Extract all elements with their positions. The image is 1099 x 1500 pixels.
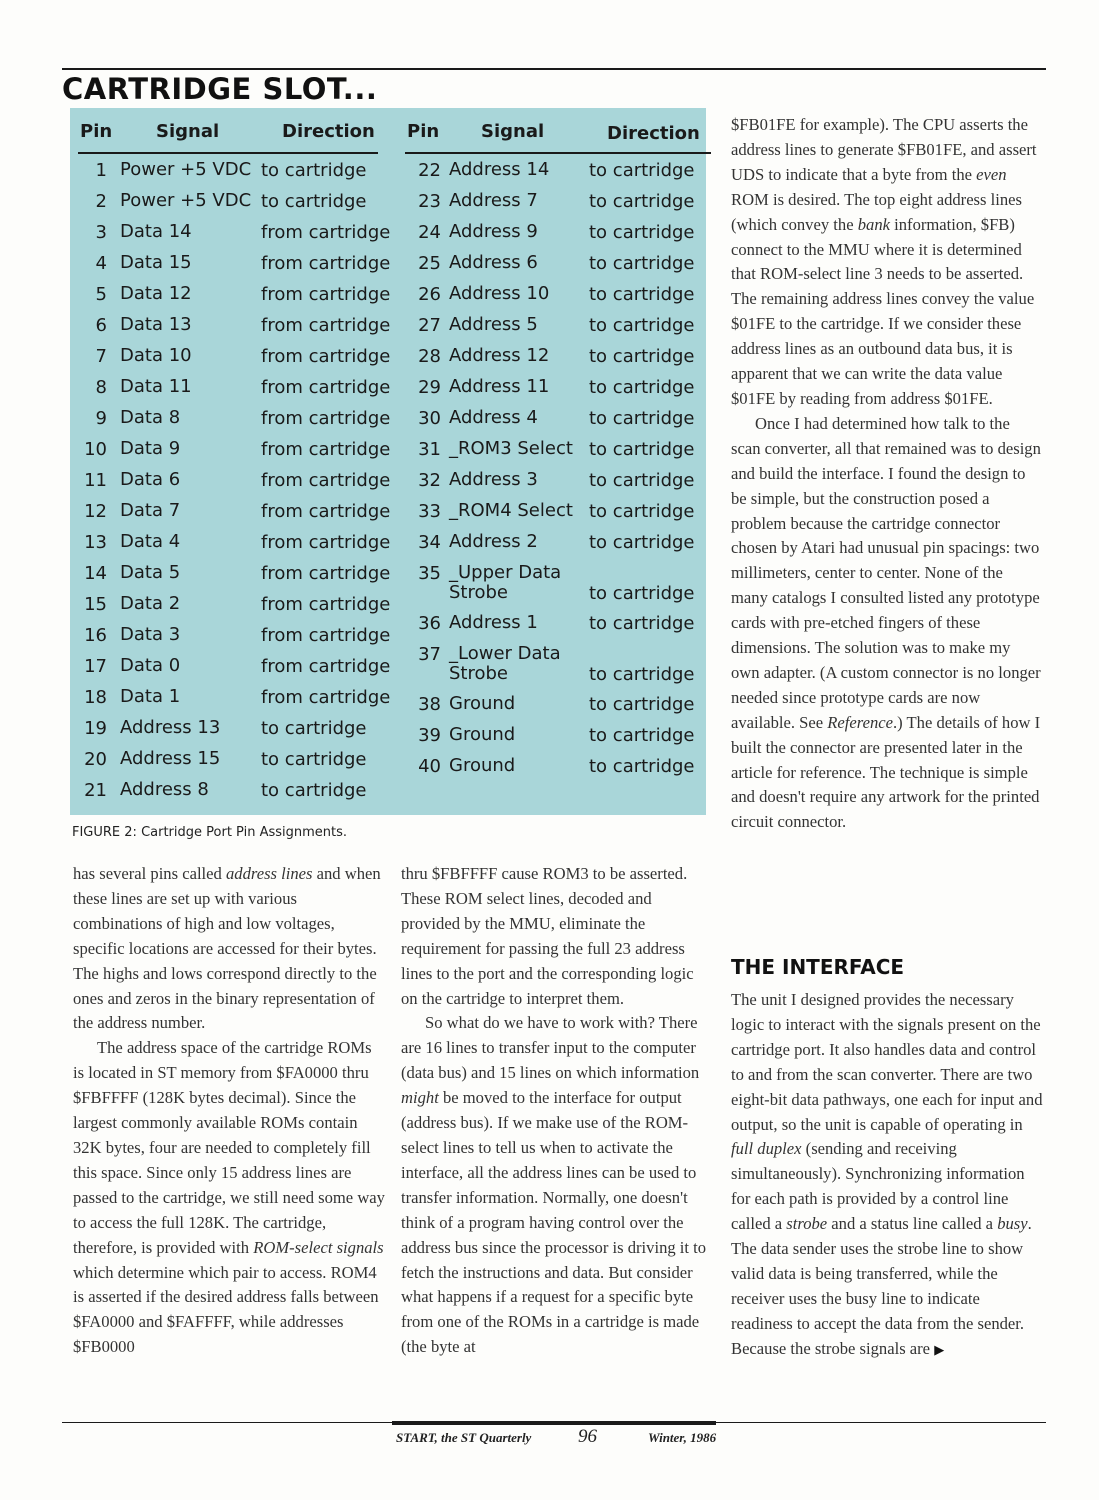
signal-name: Address 1 (449, 612, 538, 633)
table-row (78, 314, 391, 346)
signal-direction: to cartridge (589, 532, 695, 553)
paragraph-text: The unit I designed provides the necessary logic to interact with the signals present on the cartridge port. It also handles data and control to and from the scan converter. There are two eight-bit data pathways, one each for input and output, so the unit is capable of operating in full duplex (sending and receiving simultaneously). Synchronizing information for each path is provided by a control line called a strobe and a status line called a busy. The data sender uses the strobe line to show valid data is being transferred, while the receiver uses the busy line to indicate readiness to accept the data from the sender. Because the strobe signals are (731, 990, 1043, 1358)
signal-direction: to cartridge (589, 315, 695, 336)
signal-direction: to cartridge (261, 749, 367, 770)
signal-name: Data 4 (120, 531, 181, 552)
table-row (405, 222, 705, 253)
signal-direction: to cartridge (589, 613, 695, 634)
pin-number: 7 (95, 346, 107, 367)
pin-number: 37 (418, 644, 441, 665)
signal-name: Address 10 (449, 283, 550, 304)
table-row (405, 470, 705, 501)
signal-name: Ground (449, 755, 516, 776)
pin-number: 18 (84, 687, 107, 708)
signal-direction: to cartridge (589, 694, 695, 715)
pin-number: 30 (418, 408, 441, 429)
signal-direction: to cartridge (261, 191, 367, 212)
table-row (405, 284, 705, 315)
table-row (405, 563, 705, 613)
table-row (78, 624, 391, 656)
header-signal: Signal (481, 121, 545, 142)
signal-direction: from cartridge (261, 315, 391, 336)
signal-name: Data 8 (120, 407, 181, 428)
table-row (78, 160, 378, 191)
table-header (405, 108, 711, 154)
signal-direction: to cartridge (589, 664, 695, 685)
signal-name: Data 2 (120, 593, 181, 614)
signal-direction: to cartridge (589, 439, 695, 460)
signal-direction: from cartridge (261, 470, 391, 491)
signal-direction: from cartridge (261, 253, 391, 274)
signal-name: _ROM4 Select (449, 500, 573, 521)
paragraph: So what do we have to work with? There are 16 lines to transfer input to the computer (data bus) and 15 lines on which information might be moved to the interface for output (address bus). If we make use of the ROM-select lines to tell us when to activate the interface, all the address lines can be used to transfer information. Normally, one doesn't think of a program having control over the address bus since the processor is driving it to fetch the instructions and data. But consider what happens if a request for a specific byte from one of the ROMs in a cartridge is made (the byte at (401, 1013, 707, 1357)
pin-number: 12 (84, 501, 107, 522)
header-direction: Direction (607, 123, 700, 144)
table-row (405, 346, 705, 377)
table-row (78, 252, 391, 284)
signal-name: Address 4 (449, 407, 538, 428)
pin-number: 31 (418, 439, 441, 460)
right-triangle-arrow-icon: ▶ (934, 1341, 945, 1357)
signal-direction: from cartridge (261, 625, 391, 646)
signal-direction: to cartridge (589, 222, 695, 243)
table-row (78, 655, 391, 687)
pin-number: 14 (84, 563, 107, 584)
pin-number: 19 (84, 718, 107, 739)
signal-name: Address 11 (449, 376, 550, 397)
pin-number: 25 (418, 253, 441, 274)
signal-direction: to cartridge (589, 756, 695, 777)
pin-number: 13 (84, 532, 107, 553)
signal-name: Data 14 (120, 221, 192, 242)
signal-name: Address 12 (449, 345, 550, 366)
signal-direction: to cartridge (589, 583, 695, 604)
signal-name: Data 5 (120, 562, 181, 583)
signal-name: Address 6 (449, 252, 538, 273)
signal-direction: from cartridge (261, 563, 391, 584)
table-row (78, 376, 391, 408)
header-pin: Pin (407, 121, 440, 142)
table-row (405, 501, 705, 532)
pin-number: 9 (95, 408, 107, 429)
table-row (78, 749, 378, 780)
paragraph: thru $FBFFFF cause ROM3 to be asserted. These ROM select lines, decoded and provided by the MMU, eliminate the requirement for passing the full 23 address lines to the port and the corresponding logic on the cartridge to interpret them. (401, 864, 694, 1008)
signal-direction: to cartridge (589, 191, 695, 212)
table-row (405, 253, 705, 284)
signal-name: Address 2 (449, 531, 538, 552)
pin-number: 23 (418, 191, 441, 212)
body-column-3-continued (731, 988, 1043, 1363)
table-row (405, 725, 705, 756)
pin-number: 24 (418, 222, 441, 243)
pin-number: 34 (418, 532, 441, 553)
paragraph: Once I had determined how talk to the scan converter, all that remained was to design and build the interface. I found the design to be simple, but the construction posed a problem because the cartridge connector chosen by Atari had unusual pin spacings: two millimeters, center to center. None of the many catalogs I consulted listed any prototype cards with pre-etched fingers of these dimensions. The solution was to make my own adapter. (A custom connector is no longer needed since prototype cards are now available. See Reference.) The details of how I built the connector are presented later in the article for reference. The technique is simple and doesn't require any artwork for the printed circuit connector. (731, 413, 1041, 832)
signal-name: Power +5 VDC (120, 159, 252, 180)
pin-number: 29 (418, 377, 441, 398)
footer-issue-date: Winter, 1986 (648, 1430, 717, 1445)
table-row (78, 531, 391, 563)
signal-name: Address 13 (120, 717, 221, 738)
table-row (405, 694, 705, 725)
pin-assignment-table (70, 108, 706, 815)
signal-direction: to cartridge (261, 718, 367, 739)
subhead-the-interface: THE INTERFACE (731, 955, 905, 979)
signal-direction: from cartridge (261, 687, 391, 708)
table-row (78, 469, 391, 501)
table-row (78, 686, 391, 718)
pin-number: 27 (418, 315, 441, 336)
signal-direction: to cartridge (589, 408, 695, 429)
signal-direction: from cartridge (261, 222, 391, 243)
header-pin: Pin (80, 121, 113, 142)
footer-page-number: 96 (578, 1426, 597, 1447)
table-row (78, 562, 391, 594)
pin-number: 28 (418, 346, 441, 367)
table-row (405, 439, 705, 470)
table-row (78, 191, 378, 222)
signal-direction: to cartridge (589, 470, 695, 491)
table-row (78, 780, 378, 811)
header-signal: Signal (156, 121, 220, 142)
table-row (78, 438, 391, 470)
signal-direction: from cartridge (261, 377, 391, 398)
pin-number: 5 (95, 284, 107, 305)
table-row (405, 756, 705, 787)
paragraph: The address space of the cartridge ROMs is located in ST memory from $FA0000 thru $FBFFFF (128K bytes decimal). Since the largest commonly available ROMs contain 32K bytes, four are needed to completely fill this space. Since only 15 address lines are passed to the cartridge, we still need some way to access the full 128K. The cartridge, therefore, is provided with ROM-select signals which determine which pair to access. ROM4 is asserted if the desired address falls between $FA0000 and $FAFFFF, while addresses $FB0000 (73, 1038, 385, 1357)
signal-direction: from cartridge (261, 439, 391, 460)
table-row (405, 613, 705, 644)
signal-name: _ROM3 Select (449, 438, 573, 459)
signal-direction: to cartridge (589, 725, 695, 746)
signal-direction: to cartridge (589, 501, 695, 522)
pin-number: 2 (95, 191, 107, 212)
header-direction: Direction (282, 121, 375, 142)
signal-name: Data 10 (120, 345, 192, 366)
pin-number: 11 (84, 470, 107, 491)
signal-name: Data 9 (120, 438, 181, 459)
signal-direction: to cartridge (589, 160, 695, 181)
table-row (78, 718, 378, 749)
table-header (78, 108, 378, 154)
signal-direction: to cartridge (261, 160, 367, 181)
pin-number: 8 (95, 377, 107, 398)
pin-number: 33 (418, 501, 441, 522)
pin-number: 20 (84, 749, 107, 770)
table-row (78, 407, 391, 439)
pin-number: 17 (84, 656, 107, 677)
table-row (405, 191, 705, 222)
paragraph: has several pins called address lines and when these lines are set up with various combinations of high and low voltages, specific locations are accessed for their bytes. The highs and lows correspond directly to the ones and zeros in the binary representation of the address number. (73, 864, 381, 1033)
top-rule (62, 68, 1046, 70)
pin-number: 38 (418, 694, 441, 715)
signal-name: Data 13 (120, 314, 192, 335)
signal-name: Address 8 (120, 779, 209, 800)
signal-name: Ground (449, 693, 516, 714)
signal-name: Data 1 (120, 686, 181, 707)
signal-direction: from cartridge (261, 501, 391, 522)
pin-number: 15 (84, 594, 107, 615)
pin-number: 21 (84, 780, 107, 801)
pin-number: 3 (95, 222, 107, 243)
table-row (78, 593, 391, 625)
signal-name: Data 0 (120, 655, 181, 676)
signal-name: _Lower Data Strobe (449, 643, 561, 684)
signal-direction: from cartridge (261, 594, 391, 615)
pin-number: 1 (95, 160, 107, 181)
signal-name: _Upper Data Strobe (449, 562, 562, 603)
signal-direction: from cartridge (261, 284, 391, 305)
signal-direction: from cartridge (261, 408, 391, 429)
paragraph: $FB01FE for example). The CPU asserts the address lines to generate $FB01FE, and assert UDS to indicate that a byte from the even ROM is desired. The top eight address lines (which convey the bank information, $FB) connect to the MMU where it is determined that ROM-select line 3 needs to be asserted. The remaining address lines convey the value $01FE to the cartridge. If we consider these address lines as an outbound data bus, it is apparent that we can write the data value $01FE by reading from address $01FE. (731, 115, 1037, 408)
signal-direction: from cartridge (261, 532, 391, 553)
pin-number: 39 (418, 725, 441, 746)
figure-caption: FIGURE 2: Cartridge Port Pin Assignments. (72, 825, 348, 840)
table-row (78, 283, 391, 315)
table-row (405, 160, 705, 191)
body-column-3 (731, 113, 1043, 835)
pin-number: 6 (95, 315, 107, 336)
body-column-1 (73, 862, 385, 1360)
signal-direction: to cartridge (589, 284, 695, 305)
pin-number: 26 (418, 284, 441, 305)
signal-name: Data 11 (120, 376, 192, 397)
signal-direction: to cartridge (589, 377, 695, 398)
footer-bar (392, 1421, 716, 1425)
table-row (405, 377, 705, 408)
signal-name: Power +5 VDC (120, 190, 252, 211)
signal-name: Data 15 (120, 252, 192, 273)
signal-direction: to cartridge (261, 780, 367, 801)
signal-direction: from cartridge (261, 656, 391, 677)
table-row (78, 345, 391, 377)
signal-name: Address 3 (449, 469, 538, 490)
footer-magazine-title: START, the ST Quarterly (396, 1430, 532, 1445)
signal-name: Address 14 (449, 159, 550, 180)
table-row (78, 500, 391, 532)
signal-name: Address 9 (449, 221, 538, 242)
signal-name: Address 7 (449, 190, 538, 211)
signal-name: Address 5 (449, 314, 538, 335)
paragraph (731, 988, 1043, 1363)
body-column-2 (401, 862, 713, 1360)
pin-number: 4 (95, 253, 107, 274)
table-row (405, 644, 705, 694)
signal-name: Data 7 (120, 500, 181, 521)
pin-number: 32 (418, 470, 441, 491)
signal-name: Data 6 (120, 469, 181, 490)
signal-name: Data 3 (120, 624, 181, 645)
pin-number: 36 (418, 613, 441, 634)
signal-name: Ground (449, 724, 516, 745)
table-row (405, 408, 705, 439)
table-row (405, 532, 705, 563)
signal-direction: from cartridge (261, 346, 391, 367)
section-title: CARTRIDGE SLOT... (62, 72, 378, 106)
signal-direction: to cartridge (589, 346, 695, 367)
pin-number: 10 (84, 439, 107, 460)
signal-name: Data 12 (120, 283, 192, 304)
pin-number: 22 (418, 160, 441, 181)
pin-number: 16 (84, 625, 107, 646)
signal-name: Address 15 (120, 748, 221, 769)
table-row (405, 315, 705, 346)
table-row (78, 221, 391, 253)
pin-number: 40 (418, 756, 441, 777)
signal-direction: to cartridge (589, 253, 695, 274)
pin-number: 35 (418, 563, 441, 584)
